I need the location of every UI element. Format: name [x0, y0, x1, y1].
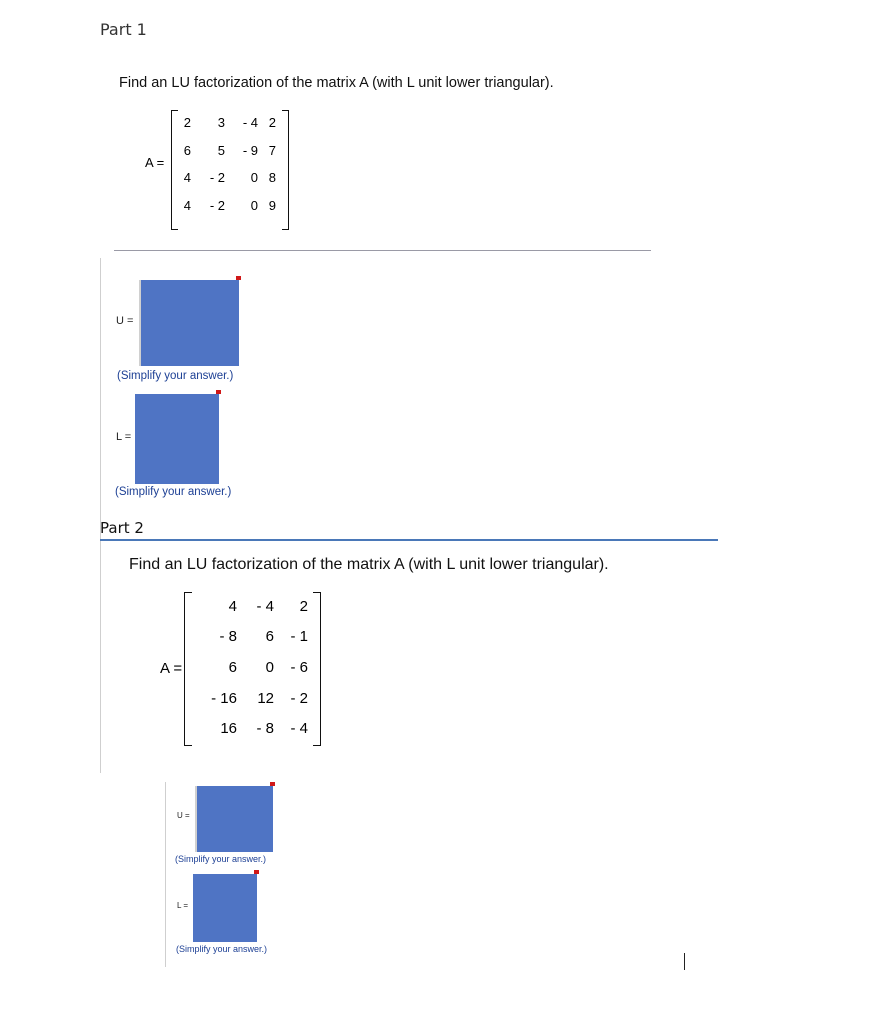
part2-l-answer-input[interactable]: [193, 874, 257, 942]
matrix-cell: - 1: [290, 628, 308, 645]
part1-u-answer-input[interactable]: [139, 280, 239, 366]
matrix-cell: 8: [268, 170, 276, 185]
part2-question: Find an LU factorization of the matrix A (with L unit lower triangular).: [129, 556, 609, 573]
part1-matrix-label: A =: [145, 155, 165, 170]
part1-title: Part 1: [100, 20, 147, 39]
part2-answer-area-border: [165, 782, 166, 967]
part1-l-answer-input[interactable]: [135, 394, 219, 484]
part2-u-answer-input[interactable]: [195, 786, 273, 852]
matrix-cell: - 2: [209, 170, 225, 185]
matrix-cell: 9: [268, 198, 276, 213]
matrix-right-bracket: [313, 592, 321, 746]
matrix-cell: 6: [265, 628, 274, 645]
part1-u-label: U =: [116, 315, 134, 327]
matrix-cell: 0: [265, 659, 274, 676]
matrix-left-bracket: [184, 592, 192, 746]
matrix-cell: - 4: [290, 720, 308, 737]
matrix-cell: - 9: [242, 143, 258, 158]
part2-l-hint: (Simplify your answer.): [176, 944, 268, 954]
matrix-cell: 4: [183, 198, 191, 213]
matrix-cell: 7: [268, 143, 276, 158]
matrix-cell: 2: [183, 115, 191, 130]
part2-matrix-label: A =: [160, 660, 183, 677]
matrix-cell: 2: [299, 598, 308, 615]
answer-area-border: [100, 258, 101, 773]
part1-question: Find an LU factorization of the matrix A (with L unit lower triangular).: [119, 75, 554, 91]
matrix-cell: 0: [250, 198, 258, 213]
matrix-cell: - 2: [290, 690, 308, 707]
text-cursor: [684, 953, 685, 970]
matrix-cell: 3: [217, 115, 225, 130]
matrix-cell: - 16: [211, 690, 237, 707]
matrix-cell: - 4: [242, 115, 258, 130]
matrix-cell: 0: [250, 170, 258, 185]
matrix-cell: - 6: [290, 659, 308, 676]
matrix-cell: 2: [268, 115, 276, 130]
matrix-cell: 6: [228, 659, 237, 676]
matrix-cell: 5: [217, 143, 225, 158]
matrix-cell: - 2: [209, 198, 225, 213]
part2-divider: [100, 539, 718, 541]
part2-u-label: U =: [177, 811, 190, 820]
matrix-cell: 6: [183, 143, 191, 158]
matrix-cell: - 4: [256, 598, 274, 615]
part1-l-label: L =: [116, 431, 132, 443]
matrix-cell: - 8: [256, 720, 274, 737]
part2-l-label: L =: [177, 901, 189, 910]
part1-divider: [114, 250, 651, 251]
matrix-cell: 4: [228, 598, 237, 615]
matrix-right-bracket: [282, 110, 289, 230]
matrix-cell: 16: [220, 720, 237, 737]
matrix-cell: 12: [257, 690, 274, 707]
matrix-cell: - 8: [219, 628, 237, 645]
part1-u-hint: (Simplify your answer.): [117, 370, 234, 382]
part2-title: Part 2: [100, 519, 144, 537]
matrix-cell: 4: [183, 170, 191, 185]
part2-u-hint: (Simplify your answer.): [175, 854, 267, 864]
part1-l-hint: (Simplify your answer.): [115, 486, 232, 498]
